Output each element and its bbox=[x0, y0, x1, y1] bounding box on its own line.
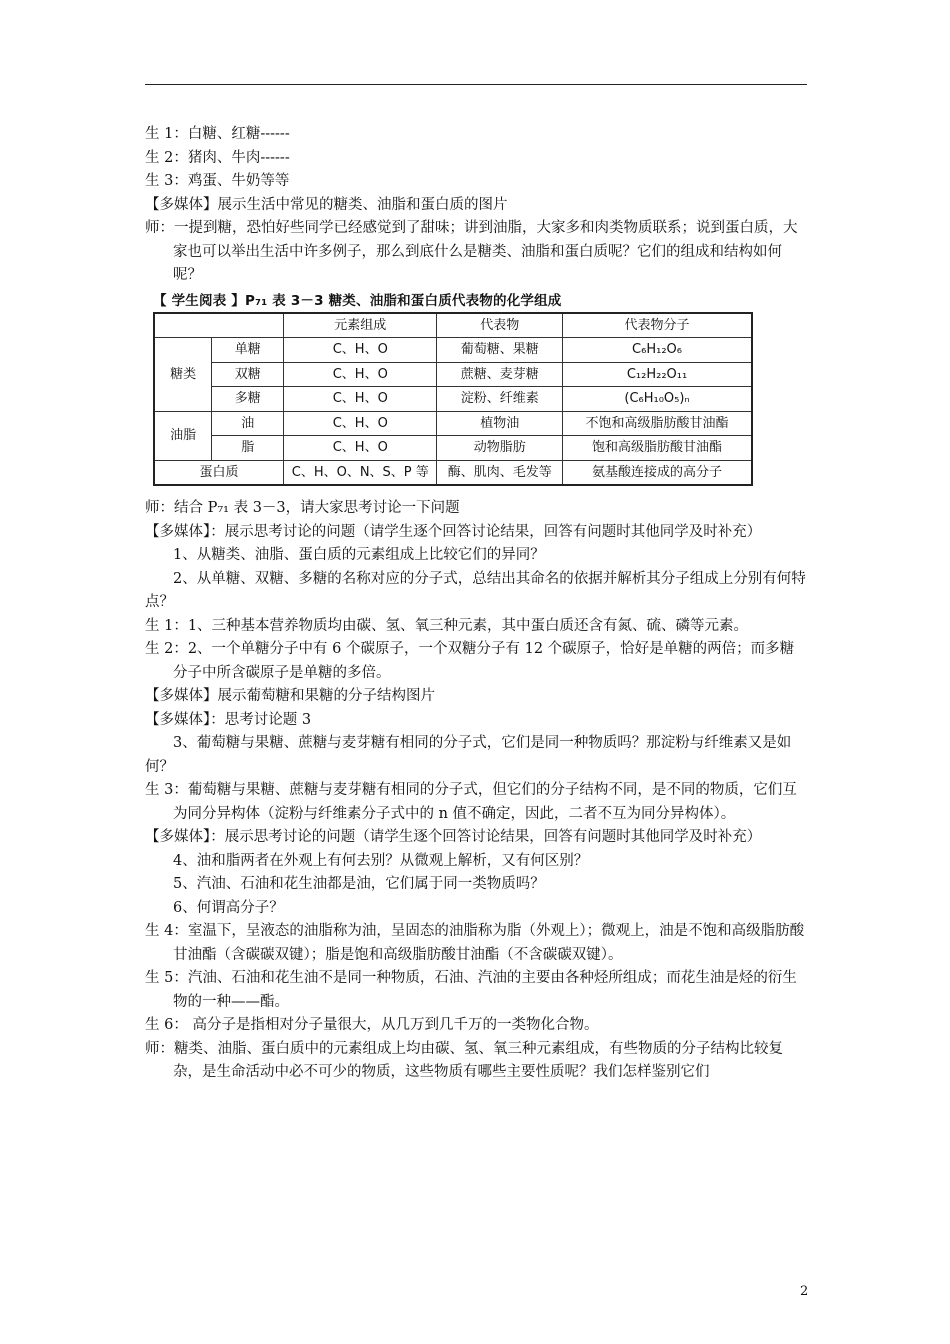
text-line: 生 3：葡萄糖与果糖、蔗糖与麦芽糖有相同的分子式，但它们的分子结构不同，是不同的物质，它们互为同分异构体（淀粉与纤维素分子式中的 n 值不确定，因此，二者不互为同分异构体）。 bbox=[145, 782, 797, 822]
composition-table-section bbox=[153, 292, 807, 487]
group-name-cell: 糖类 bbox=[154, 338, 212, 412]
text-line: 【多媒体】展示葡萄糖和果糖的分子结构图片 bbox=[145, 688, 435, 704]
text-line: 【多媒体】：思考讨论题 3 bbox=[145, 711, 312, 728]
text-line: 生 1：白糖、红糖------ bbox=[145, 126, 290, 142]
column-header: 代表物 bbox=[437, 313, 563, 338]
text-line: 2、从单糖、双糖、多糖的名称对应的分子式，总结出其命名的依据并解析其分子组成上分别有何特点？ bbox=[145, 570, 806, 610]
formula-cell: C₁₂H₂₂O₁₁ bbox=[563, 362, 752, 387]
table-row bbox=[154, 411, 752, 436]
representative-cell: 葡萄糖、果糖 bbox=[437, 338, 563, 363]
text-line: 【多媒体】：展示思考讨论的问题（请学生逐个回答讨论结果，回答有问题时其他同学及时补充） bbox=[145, 829, 762, 845]
subtype-cell: 油 bbox=[212, 411, 284, 436]
text-line: 生 4：室温下，呈液态的油脂称为油，呈固态的油脂称为脂（外观上）；微观上，油是不饱和高级脂肪酸甘油酯（含碳碳双键）；脂是饱和高级脂肪酸甘油酯（不含碳碳双键）。 bbox=[145, 923, 805, 963]
text-line: 生 1：1、三种基本营养物质均由碳、氢、氧三种元素，其中蛋白质还含有氮、硫、磷等元素。 bbox=[145, 617, 749, 634]
representative-cell: 动物脂肪 bbox=[437, 436, 563, 461]
subtype-cell: 单糖 bbox=[212, 338, 284, 363]
text-line: 师：结合 P₇₁ 表 3－3，请大家思考讨论一下问题 bbox=[145, 500, 460, 516]
header-blank-cell bbox=[154, 313, 284, 338]
table-header-row bbox=[154, 313, 752, 338]
formula-cell: 饱和高级脂肪酸甘油酯 bbox=[563, 436, 752, 461]
elements-cell: C、H、O、N、S、P 等 bbox=[284, 460, 437, 485]
elements-cell: C、H、O bbox=[284, 411, 437, 436]
text-line: 生 2：2、一个单糖分子中有 6 个碳原子，一个双糖分子有 12 个碳原子，恰好是单糖的两倍；而多糖分子中所含碳原子是单糖的多倍。 bbox=[145, 641, 795, 681]
subtype-cell: 多糖 bbox=[212, 387, 284, 412]
document-body bbox=[145, 123, 807, 1085]
text-block-after-table bbox=[145, 497, 807, 1085]
table-row bbox=[154, 387, 752, 412]
elements-cell: C、H、O bbox=[284, 436, 437, 461]
text-line: 生 3：鸡蛋、牛奶等等 bbox=[145, 173, 290, 189]
text-line: 6、何谓高分子？ bbox=[173, 899, 284, 916]
text-line: 师：一提到糖，恐怕好些同学已经感觉到了甜味；讲到油脂，大家多和肉类物质联系；说到蛋白质，大家也可以举出生活中许多例子，那么到底什么是糖类、油脂和蛋白质呢？它们的组成和结构如何呢？ bbox=[145, 220, 798, 283]
representative-cell: 植物油 bbox=[437, 411, 563, 436]
text-line: 5、汽油、石油和花生油都是油，它们属于同一类物质吗？ bbox=[173, 876, 545, 892]
text-line: 【多媒体】：展示思考讨论的问题（请学生逐个回答讨论结果，回答有问题时其他同学及时补充） bbox=[145, 523, 762, 540]
representative-cell: 淀粉、纤维素 bbox=[437, 387, 563, 412]
formula-cell: 氨基酸连接成的高分子 bbox=[563, 460, 752, 485]
composition-table bbox=[153, 312, 753, 487]
text-line: 师：糖类、油脂、蛋白质中的元素组成上均由碳、氢、氧三种元素组成，有些物质的分子结构比较复杂，是生命活动中必不可少的物质，这些物质有哪些主要性质呢？我们怎样鉴别它们 bbox=[145, 1040, 783, 1080]
table-row bbox=[154, 436, 752, 461]
text-line: 1、从糖类、油脂、蛋白质的元素组成上比较它们的异同？ bbox=[173, 547, 545, 563]
column-header: 元素组成 bbox=[284, 313, 437, 338]
column-header: 代表物分子 bbox=[563, 313, 752, 338]
table-row-protein bbox=[154, 460, 752, 485]
elements-cell: C、H、O bbox=[284, 387, 437, 412]
text-line: 4、油和脂两者在外观上有何去别？从微观上解析，又有何区别？ bbox=[173, 852, 589, 869]
text-line: 【多媒体】展示生活中常见的糖类、油脂和蛋白质的图片 bbox=[145, 196, 508, 213]
formula-cell: 不饱和高级脂肪酸甘油酯 bbox=[563, 411, 752, 436]
text-line: 生 5：汽油、石油和花生油不是同一种物质，石油、汽油的主要由各种烃所组成；而花生油是烃的衍生物的一种——酯。 bbox=[145, 970, 797, 1010]
elements-cell: C、H、O bbox=[284, 362, 437, 387]
elements-cell: C、H、O bbox=[284, 338, 437, 363]
text-block-before-table bbox=[145, 123, 807, 288]
group-name-cell: 蛋白质 bbox=[154, 460, 284, 485]
page-number: 2 bbox=[800, 1284, 809, 1299]
group-name-cell: 油脂 bbox=[154, 411, 212, 460]
header-rule bbox=[145, 84, 807, 85]
text-line: 3、葡萄糖与果糖、蔗糖与麦芽糖有相同的分子式，它们是同一种物质吗？那淀粉与纤维素又是如何？ bbox=[145, 735, 792, 775]
table-caption: 【 学生阅表 】P₇₁ 表 3－3 糖类、油脂和蛋白质代表物的化学组成 bbox=[153, 292, 562, 309]
representative-cell: 酶、肌肉、毛发等 bbox=[437, 460, 563, 485]
subtype-cell: 双糖 bbox=[212, 362, 284, 387]
representative-cell: 蔗糖、麦芽糖 bbox=[437, 362, 563, 387]
formula-cell: C₆H₁₂O₆ bbox=[563, 338, 752, 363]
text-line: 生 6： 高分子是指相对分子量很大，从几万到几千万的一类物化合物。 bbox=[145, 1017, 599, 1033]
formula-cell: (C₆H₁₀O₅)ₙ bbox=[563, 387, 752, 412]
table-row bbox=[154, 338, 752, 363]
text-line: 生 2：猪肉、牛肉------ bbox=[145, 149, 290, 166]
table-row bbox=[154, 362, 752, 387]
subtype-cell: 脂 bbox=[212, 436, 284, 461]
